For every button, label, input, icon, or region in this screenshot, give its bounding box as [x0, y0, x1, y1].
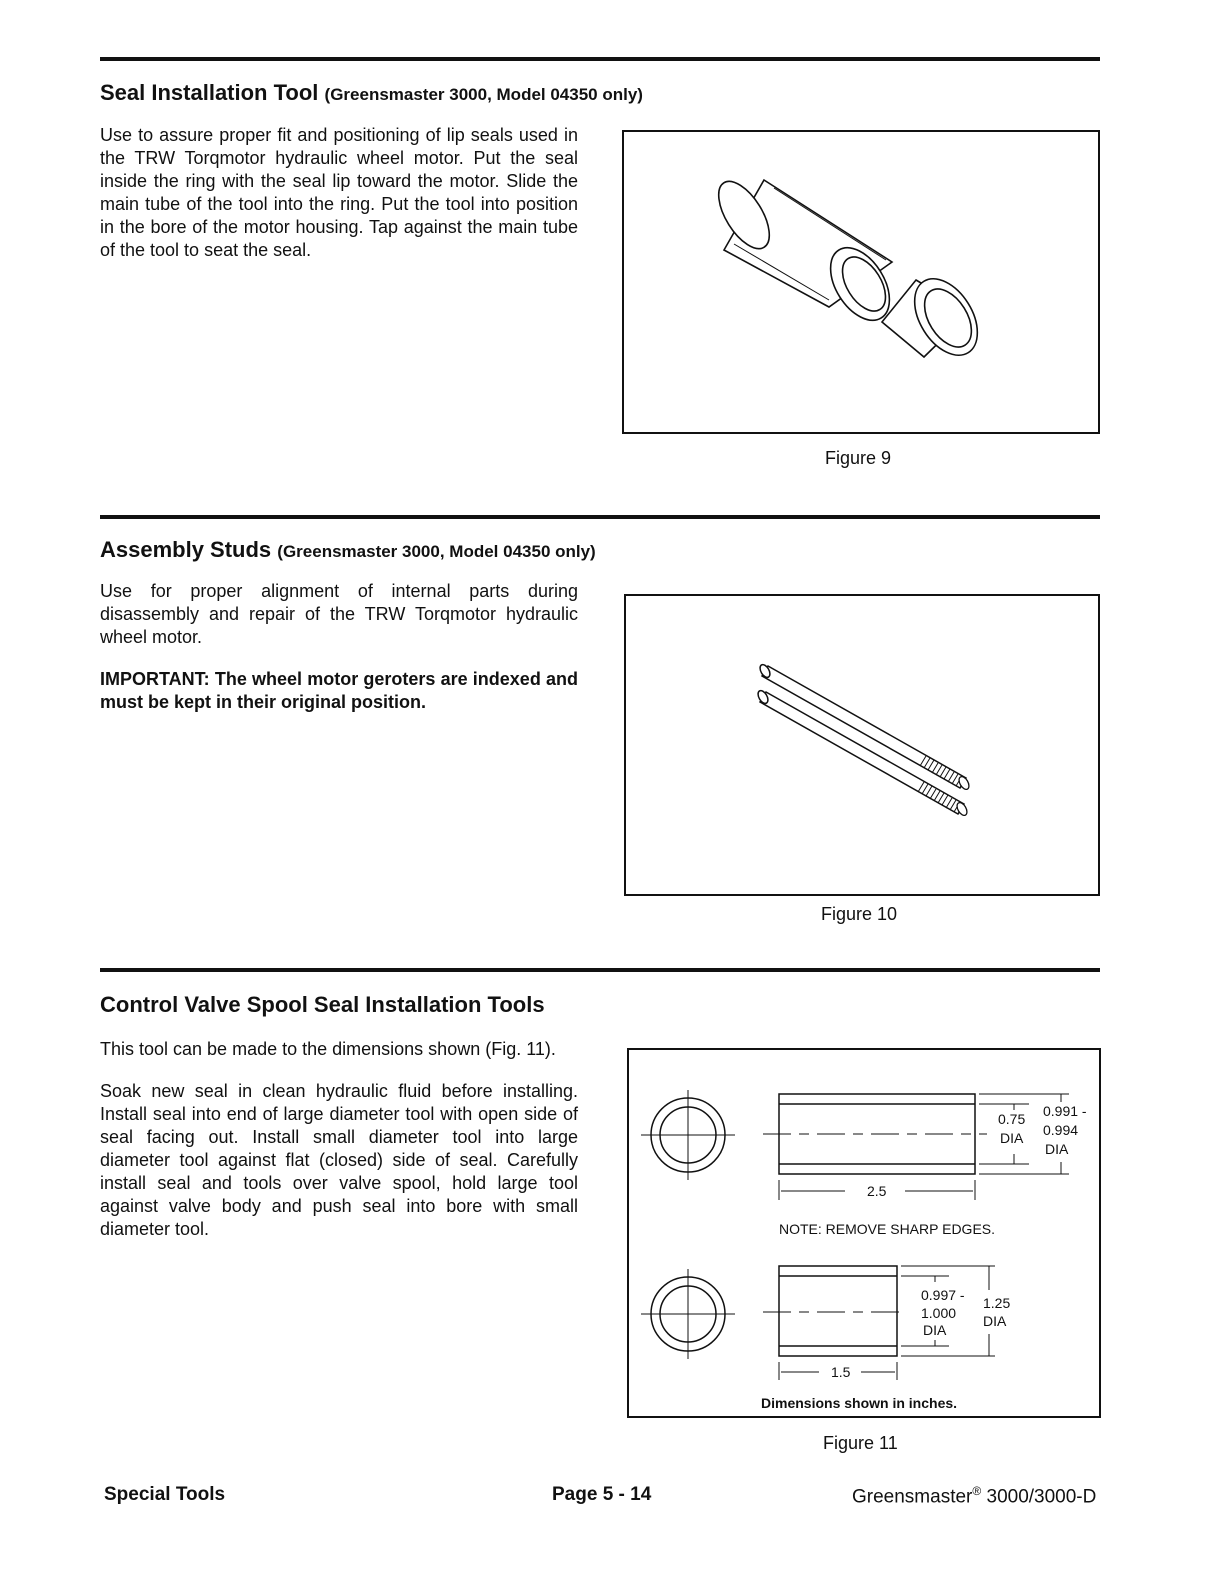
- units-note: Dimensions shown in inches.: [761, 1395, 958, 1411]
- section-body: [100, 580, 578, 733]
- seal-tool-illustration: [624, 132, 1098, 432]
- section-body: [100, 1038, 578, 1260]
- dim-label: 2.5: [867, 1183, 887, 1199]
- heading-subtitle: (Greensmaster 3000, Model 04350 only): [277, 542, 596, 561]
- registered-mark: ®: [972, 1484, 982, 1498]
- footer-brand: Greensmaster: [852, 1486, 973, 1508]
- dim-label: DIA: [983, 1313, 1007, 1329]
- section-rule: [100, 968, 1100, 972]
- dim-label: 0.997 -: [921, 1287, 965, 1303]
- heading-title: Seal Installation Tool: [100, 80, 319, 105]
- footer-section-name: Special Tools: [104, 1484, 226, 1505]
- footer-product-name: [852, 1484, 1096, 1508]
- heading-subtitle: (Greensmaster 3000, Model 04350 only): [324, 85, 643, 104]
- dim-label: 0.75: [998, 1111, 1026, 1127]
- dim-label: DIA: [1045, 1141, 1069, 1157]
- dim-label: 1.000: [921, 1305, 957, 1321]
- dim-label: 1.25: [983, 1295, 1011, 1311]
- section-heading-assembly-studs: [100, 537, 596, 563]
- figure-caption: Figure 10: [821, 904, 898, 924]
- figure-9-seal-installation-tool: [622, 130, 1100, 434]
- heading-title: Assembly Studs: [100, 537, 272, 562]
- figure-11-spool-seal-tool-drawing: [627, 1048, 1101, 1418]
- dim-label: 0.994: [1043, 1122, 1079, 1138]
- figure-caption: Figure 9: [825, 448, 892, 468]
- dim-label: DIA: [923, 1322, 947, 1338]
- section-body: [100, 124, 578, 281]
- footer-model: 3000/3000-D: [981, 1486, 1097, 1508]
- dim-label: 0.991 -: [1043, 1103, 1087, 1119]
- dimension-drawing: [629, 1050, 1099, 1416]
- section-heading-seal-installation-tool: [100, 80, 643, 106]
- paragraph: Use to assure proper fit and positioning of lip seals used in the TRW Torqmotor hydraulic wheel motor. Put the seal inside the ring with the seal lip toward the motor. Slide the main tube of the tool into the ring. Put the tool into position in the bore of the motor housing. Tap against the main tube of the tool to seat the seal.: [100, 125, 578, 260]
- assembly-studs-illustration: [626, 596, 1098, 894]
- section-rule: [100, 57, 1100, 61]
- important-note: IMPORTANT: The wheel motor geroters are indexed and must be kept in their original position.: [100, 669, 578, 712]
- figure-caption: Figure 11: [823, 1433, 898, 1453]
- paragraph: This tool can be made to the dimensions shown (Fig. 11).: [100, 1039, 556, 1059]
- section-heading-control-valve-spool-seal-tools: [100, 992, 545, 1018]
- footer-page-number: Page 5 - 14: [552, 1484, 652, 1505]
- section-rule: [100, 515, 1100, 519]
- figure-10-assembly-studs: [624, 594, 1100, 896]
- heading-title: Control Valve Spool Seal Installation Tools: [100, 992, 545, 1017]
- drawing-note: NOTE: REMOVE SHARP EDGES.: [779, 1221, 996, 1237]
- paragraph: Soak new seal in clean hydraulic fluid before installing. Install seal into end of large diameter tool with open side of seal facing out. Install small diameter tool into large diameter tool against flat (closed) side of seal. Carefully install seal and tools over valve spool, hold large tool against valve body and push seal into bore with small diameter tool.: [100, 1081, 578, 1239]
- dim-label: DIA: [1000, 1130, 1024, 1146]
- dim-label: 1.5: [831, 1364, 851, 1380]
- paragraph: Use for proper alignment of internal parts during disassembly and repair of the TRW Torqmotor hydraulic wheel motor.: [100, 581, 578, 647]
